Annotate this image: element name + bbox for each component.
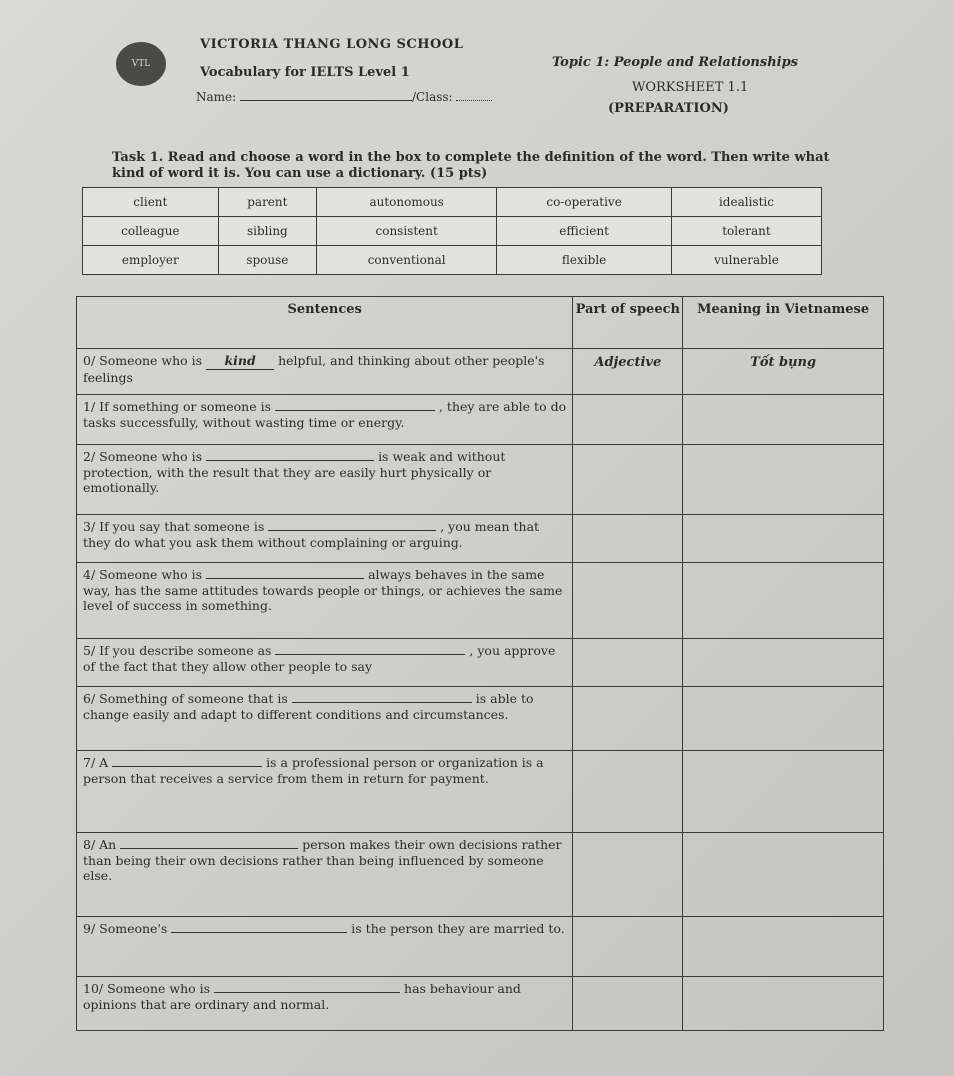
school-logo (116, 42, 166, 86)
example-row (77, 349, 884, 395)
example-pos: Adjective (573, 349, 683, 395)
word-box-cell: employer (83, 246, 219, 275)
sentence-cell (77, 687, 573, 751)
table-row (77, 445, 884, 515)
example-answer: kind (206, 353, 274, 370)
word-box-cell: co-operative (497, 188, 672, 217)
meaning-cell[interactable] (683, 833, 884, 917)
table-row (77, 563, 884, 639)
school-logo-text: VTL (131, 59, 151, 69)
word-box (82, 187, 822, 275)
meaning-cell[interactable] (683, 917, 884, 977)
table-row (77, 687, 884, 751)
sentence-cell (77, 515, 573, 563)
example-after: helpful, and thinking about other people's feelings (83, 353, 545, 385)
word-box-cell: spouse (218, 246, 316, 275)
table-row (77, 639, 884, 687)
preparation-label: (PREPARATION) (608, 101, 729, 116)
table-row (77, 751, 884, 833)
meaning-cell[interactable] (683, 445, 884, 515)
example-meaning: Tốt bụng (683, 349, 884, 395)
sentence-cell (77, 563, 573, 639)
answer-blank[interactable] (214, 992, 400, 993)
word-box-row (83, 246, 822, 275)
meaning-cell[interactable] (683, 515, 884, 563)
sentence-start: 10/ Someone who is (83, 981, 211, 996)
word-box-cell: conventional (317, 246, 497, 275)
school-name: VICTORIA THANG LONG SCHOOL (200, 37, 464, 52)
example-before: 0/ Someone who is (83, 353, 203, 368)
table-header-row (77, 297, 884, 349)
sentence-cell (77, 445, 573, 515)
name-label: Name: (196, 90, 237, 104)
meaning-cell[interactable] (683, 687, 884, 751)
word-box-cell: client (83, 188, 219, 217)
answer-blank[interactable] (112, 766, 262, 767)
answer-blank[interactable] (206, 460, 374, 461)
sentence-cell (77, 751, 573, 833)
answer-blank[interactable] (206, 578, 364, 579)
meaning-cell[interactable] (683, 751, 884, 833)
part-of-speech-cell[interactable] (573, 639, 683, 687)
sentence-start: 3/ If you say that someone is (83, 519, 265, 534)
sentence-end: is able to change easily and adapt to different conditions and circumstances. (83, 691, 534, 722)
sentence-end: always behaves in the same way, has the same attitudes towards people or things, or achieves the same level of success in something. (83, 567, 563, 613)
header-sentences: Sentences (77, 297, 573, 349)
answer-blank[interactable] (275, 410, 435, 411)
table-row (77, 917, 884, 977)
table-row (77, 515, 884, 563)
sentence-start: 2/ Someone who is (83, 449, 203, 464)
sentence-end: , you mean that they do what you ask them without complaining or arguing. (83, 519, 540, 550)
table-row (77, 395, 884, 445)
part-of-speech-cell[interactable] (573, 917, 683, 977)
answer-blank[interactable] (171, 932, 347, 933)
sentence-cell (77, 917, 573, 977)
name-blank[interactable] (240, 100, 412, 101)
word-box-row (83, 217, 822, 246)
sentence-end: person makes their own decisions rather than being their own decisions rather than being influenced by someone else. (83, 837, 562, 883)
sentence-start: 9/ Someone's (83, 921, 168, 936)
word-box-cell: idealistic (671, 188, 821, 217)
meaning-cell[interactable] (683, 977, 884, 1031)
worksheet-number: WORKSHEET 1.1 (632, 80, 749, 95)
word-box-cell: sibling (218, 217, 316, 246)
sentence-start: 1/ If something or someone is (83, 399, 271, 414)
part-of-speech-cell[interactable] (573, 751, 683, 833)
course-title: Vocabulary for IELTS Level 1 (200, 65, 410, 80)
sentence-cell (77, 395, 573, 445)
part-of-speech-cell[interactable] (573, 833, 683, 917)
word-box-cell: consistent (317, 217, 497, 246)
class-label: /Class: (412, 90, 453, 104)
word-box-cell: colleague (83, 217, 219, 246)
sentence-end: has behaviour and opinions that are ordinary and normal. (83, 981, 521, 1012)
sentence-start: 8/ An (83, 837, 117, 852)
exercise-table (76, 296, 884, 1031)
sentence-end: is weak and without protection, with the result that they are easily hurt physically or emotionally. (83, 449, 506, 495)
table-row (77, 833, 884, 917)
header-meaning: Meaning in Vietnamese (683, 297, 884, 349)
part-of-speech-cell[interactable] (573, 445, 683, 515)
answer-blank[interactable] (120, 848, 298, 849)
sentence-start: 5/ If you describe someone as (83, 643, 272, 658)
header-part-of-speech: Part of speech (573, 297, 683, 349)
meaning-cell[interactable] (683, 395, 884, 445)
sentence-start: 4/ Someone who is (83, 567, 203, 582)
word-box-row (83, 188, 822, 217)
meaning-cell[interactable] (683, 563, 884, 639)
sentence-end: is the person they are married to. (351, 921, 565, 936)
sentence-end: , they are able to do tasks successfully, without wasting time or energy. (83, 399, 567, 430)
word-box-cell: autonomous (317, 188, 497, 217)
task-instructions: Task 1. Read and choose a word in the box to complete the definition of the word. Then write what kind of word it is. You can use a dictionary. (15 pts) (112, 150, 830, 181)
example-sentence (77, 349, 573, 395)
answer-blank[interactable] (292, 702, 472, 703)
name-class-line (196, 90, 492, 104)
part-of-speech-cell[interactable] (573, 687, 683, 751)
word-box-cell: flexible (497, 246, 672, 275)
sentence-end: , you approve of the fact that they allow other people to say (83, 643, 556, 674)
word-box-cell: parent (218, 188, 316, 217)
answer-blank[interactable] (268, 530, 436, 531)
word-box-cell: tolerant (671, 217, 821, 246)
part-of-speech-cell[interactable] (573, 395, 683, 445)
table-row (77, 977, 884, 1031)
sentence-cell (77, 977, 573, 1031)
word-box-cell: vulnerable (671, 246, 821, 275)
meaning-cell[interactable] (683, 639, 884, 687)
sentence-cell (77, 639, 573, 687)
answer-blank[interactable] (275, 654, 465, 655)
sentence-start: 7/ A (83, 755, 109, 770)
part-of-speech-cell[interactable] (573, 515, 683, 563)
part-of-speech-cell[interactable] (573, 563, 683, 639)
word-box-cell: efficient (497, 217, 672, 246)
sentence-start: 6/ Something of someone that is (83, 691, 288, 706)
class-blank[interactable] (456, 100, 492, 101)
sentence-end: is a professional person or organization is a person that receives a service from them in return for payment. (83, 755, 544, 786)
sentence-cell (77, 833, 573, 917)
topic-title: Topic 1: People and Relationships (552, 55, 798, 70)
part-of-speech-cell[interactable] (573, 977, 683, 1031)
